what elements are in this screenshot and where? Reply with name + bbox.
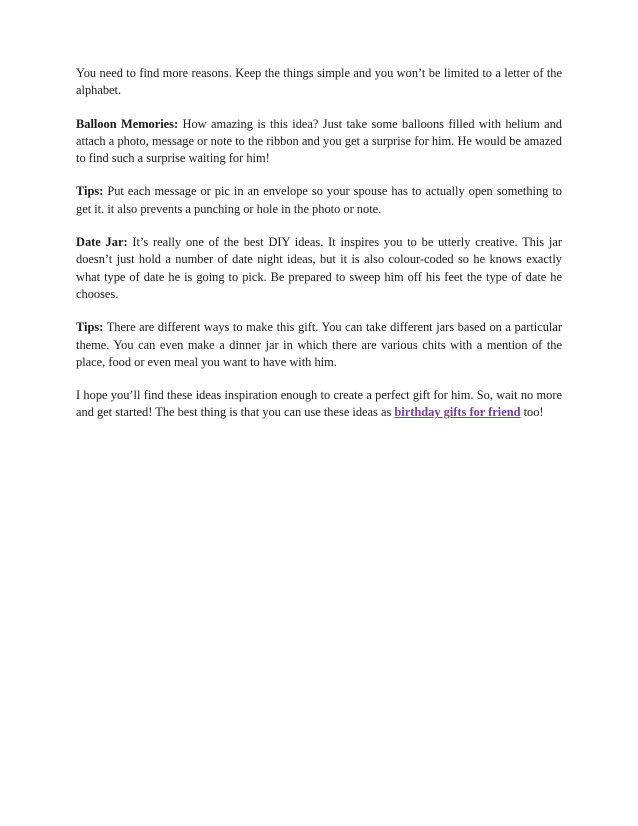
paragraph-balloon-memories [76, 116, 562, 168]
paragraph-lead: Tips: [76, 184, 104, 199]
paragraph-lead: Date Jar: [76, 235, 128, 250]
paragraph-closing [76, 387, 562, 422]
paragraph-text: There are different ways to make this gift. You can take different jars based on a particular theme. You can even make a dinner jar in which there are various chits with a mention of the place, food or even meal you want to have with him. [76, 320, 562, 369]
paragraph-text-end: too! [520, 405, 544, 420]
paragraph-tips-jars [76, 319, 562, 371]
paragraph-text: It’s really one of the best DIY ideas. It inspires you to be utterly creative. This jar doesn’t just hold a number of date night ideas, but it is also colour-coded so he knows exactly what type of date he is going to pick. Be prepared to sweep him off his feet the type of date he chooses. [76, 235, 562, 301]
birthday-gifts-link[interactable]: birthday gifts for friend [394, 405, 521, 420]
paragraph-lead: Balloon Memories: [76, 116, 179, 131]
paragraph-text: You need to find more reasons. Keep the things simple and you won’t be limited to a letter of the alphabet. [76, 66, 562, 98]
document-body [76, 65, 562, 438]
paragraph-text: Put each message or pic in an envelope so your spouse has to actually open something to get it. it also prevents a punching or hole in the photo or note. [76, 184, 562, 216]
paragraph-date-jar [76, 234, 562, 303]
paragraph-text: I hope you’ll find these ideas inspiration enough to create a perfect gift for him. So, wait no more and get started! The best thing is that you can use these ideas as [76, 388, 562, 420]
paragraph-tips-envelope [76, 183, 562, 218]
paragraph-lead: Tips: [76, 320, 104, 335]
paragraph-intro [76, 65, 562, 100]
paragraph-text: How amazing is this idea? Just take some balloons filled with helium and attach a photo, message or note to the ribbon and you get a surprise for him. He would be amazed to find such a surprise waiting for him! [76, 116, 563, 166]
